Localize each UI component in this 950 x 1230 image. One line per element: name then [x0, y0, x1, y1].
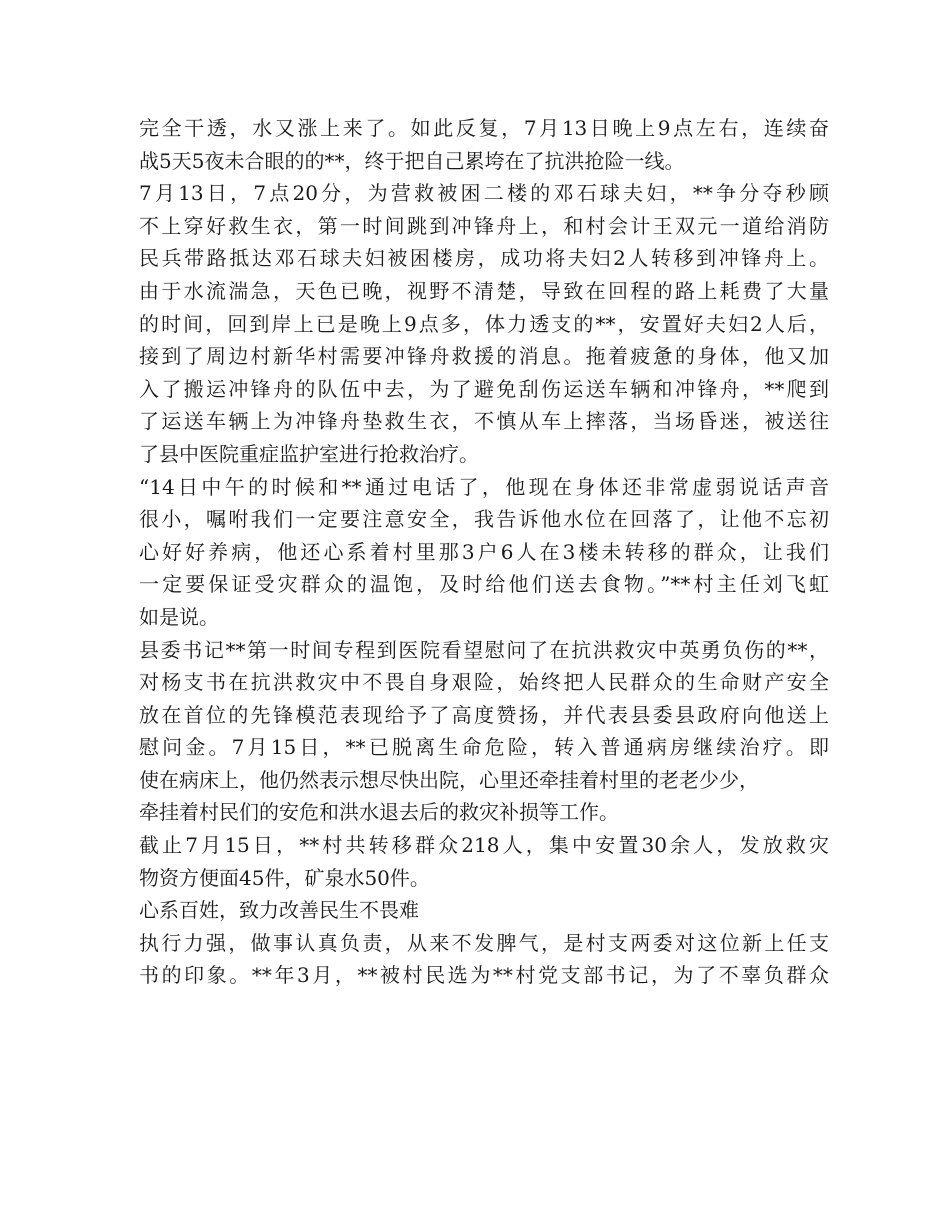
text-line: 牵挂着村民们的安危和洪水退去后的救灾补损等工作。 — [139, 800, 619, 825]
text-line: 如是说。 — [139, 604, 219, 629]
text-line: 执行力强，做事认真负责，从来不发脾气，是村支两委对这位新上任支 — [139, 930, 829, 955]
text-line: 由于水流湍急，天色已晚，视野不清楚，导致在回程的路上耗费了大量 — [139, 278, 829, 303]
text-line: 入了搬运冲锋舟的队伍中去，为了避免刮伤运送车辆和冲锋舟，**爬到 — [139, 376, 829, 401]
text-line: 心好好养病，他还心系着村里那3户6人在3楼未转移的群众，让我们 — [139, 539, 829, 564]
text-line: 截止7月15日，**村共转移群众218人，集中安置30余人，发放救灾 — [139, 833, 829, 858]
text-line: 了运送车辆上为冲锋舟垫救生衣，不慎从车上摔落，当场昏迷，被送往 — [139, 409, 829, 434]
text-line: 完全干透，水又涨上来了。如此反复，7月13日晚上9点左右，连续奋 — [139, 116, 829, 140]
text-line: 放在首位的先锋模范表现给予了高度赞扬，并代表县委县政府向他送上 — [139, 702, 829, 727]
article-body — [139, 112, 829, 992]
text-line: 对杨支书在抗洪救灾中不畏自身艰险，始终把人民群众的生命财产安全 — [139, 670, 829, 695]
text-line: 很小，嘱咐我们一定要注意安全，我告诉他水位在回落了，让他不忘初 — [139, 507, 829, 532]
text-line: 心系百姓，致力改善民生不畏难 — [139, 898, 419, 923]
text-line: 民兵带路抵达邓石球夫妇被困楼房，成功将夫妇2人转移到冲锋舟上。 — [139, 246, 829, 271]
text-line: 的时间，回到岸上已是晚上9点多，体力透支的**，安置好夫妇2人后， — [139, 311, 829, 336]
text-line: 物资方便面45件，矿泉水50件。 — [139, 865, 430, 890]
text-line: 了县中医院重症监护室进行抢救治疗。 — [139, 441, 479, 466]
text-line: 7月13日，7点20分，为营救被困二楼的邓石球夫妇，**争分夺秒顾 — [139, 181, 829, 206]
text-line: 接到了周边村新华村需要冲锋舟救援的消息。拖着疲惫的身体，他又加 — [139, 344, 829, 369]
text-line: 书的印象。**年3月，**被村民选为**村党支部书记，为了不辜负群众 — [139, 963, 829, 988]
text-line: “14日中午的时候和**通过电话了，他现在身体还非常虚弱说话声音 — [139, 474, 829, 499]
text-line: 一定要保证受灾群众的温饱，及时给他们送去食物。”**村主任刘飞虹 — [139, 572, 829, 597]
text-line: 慰问金。7月15日，**已脱离生命危险，转入普通病房继续治疗。即 — [139, 735, 829, 760]
text-line: 不上穿好救生衣，第一时间跳到冲锋舟上，和村会计王双元一道给消防 — [139, 213, 829, 238]
text-line: 战5天5夜未合眼的的**，终于把自己累垮在了抗洪抢险一线。 — [139, 148, 685, 173]
text-line: 使在病床上，他仍然表示想尽快出院，心里还牵挂着村里的老老少少， — [139, 767, 759, 792]
text-line: 县委书记**第一时间专程到医院看望慰问了在抗洪救灾中英勇负伤的**， — [139, 637, 829, 662]
